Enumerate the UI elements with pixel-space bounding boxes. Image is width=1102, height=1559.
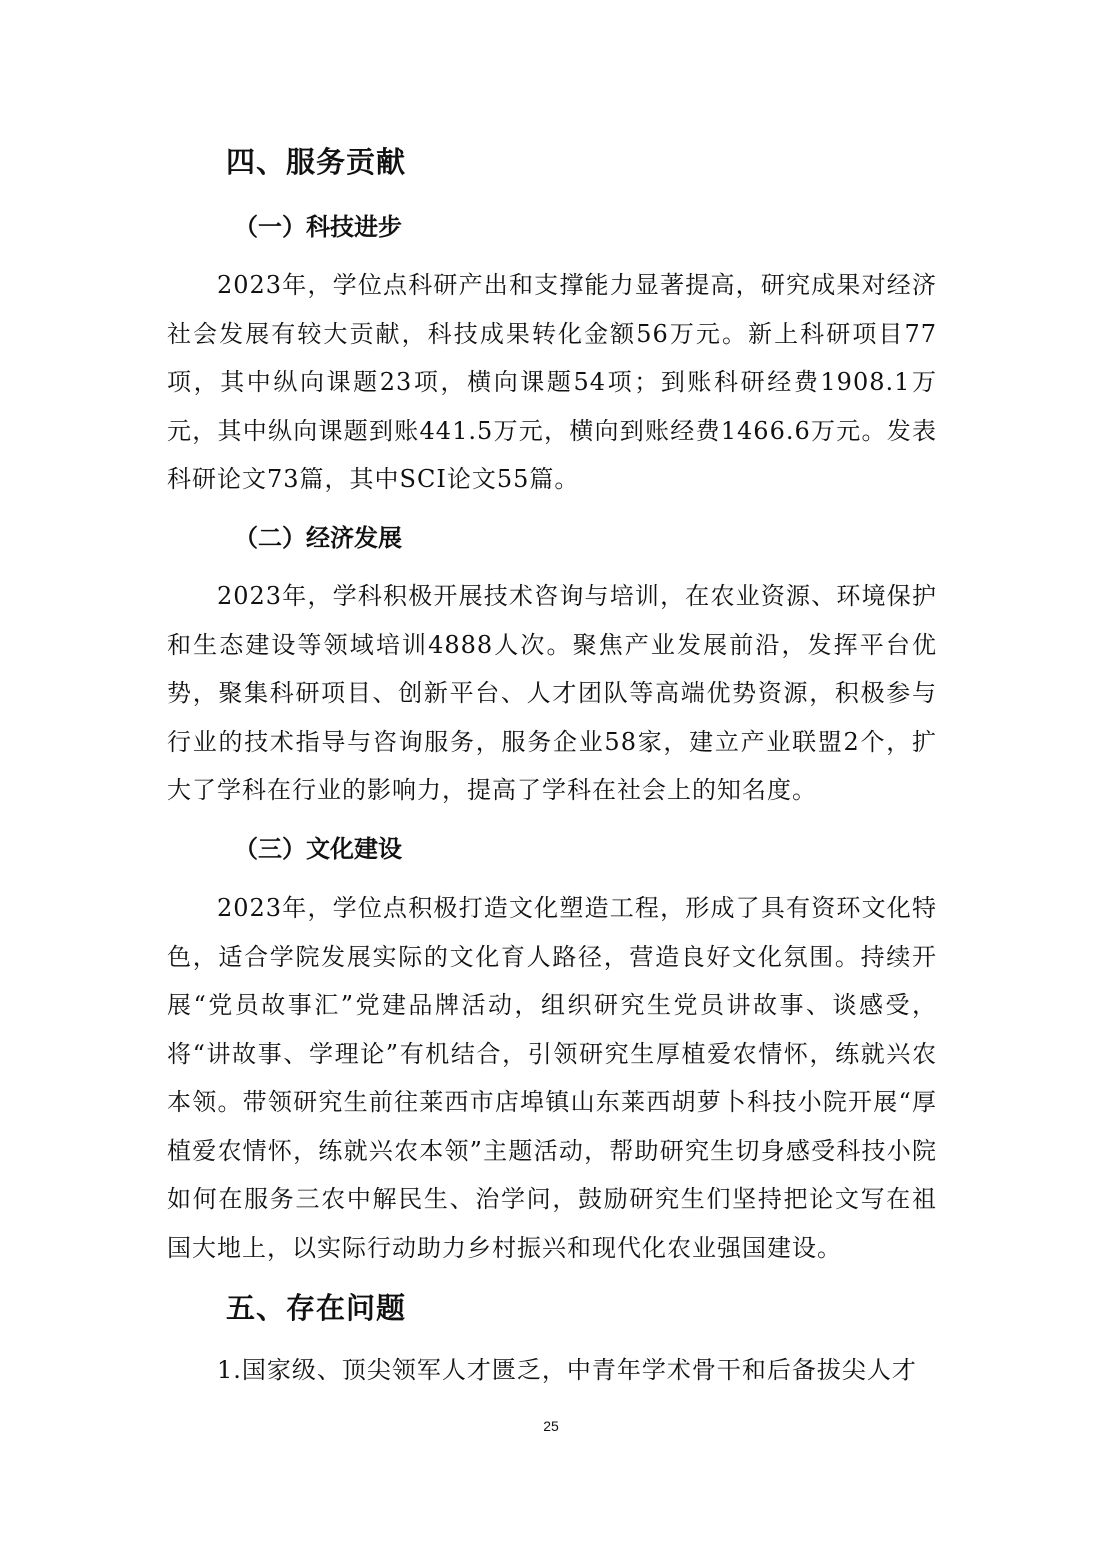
section-heading-existing-problems: 五、存在问题 [226, 1291, 407, 1325]
page-number: 25 [543, 1418, 559, 1434]
section-heading-service-contribution: 四、服务贡献 [226, 145, 407, 179]
subsection-heading-tech-progress: （一）科技进步 [234, 213, 402, 241]
subsection-heading-economic-development: （二）经济发展 [234, 524, 402, 552]
problem-item-1: 1.国家级、顶尖领军人才匮乏，中青年学术骨干和后备拔尖人才 [217, 1356, 917, 1384]
subsection-heading-culture-construction: （三）文化建设 [234, 835, 402, 863]
paragraph-tech-progress: 2023年，学位点科研产出和支撑能力显著提高，研究成果对经济社会发展有较大贡献，科技成果转化金额56万元。新上科研项目77项，其中纵向课题23项，横向课题54项；到账科研经费1908.1万元，其中纵向课题到账441.5万元，横向到账经费1466.6万元。发表科研论文73篇，其中SCI论文55篇。 [167, 271, 937, 493]
paragraph-economic-development: 2023年，学科积极开展技术咨询与培训，在农业资源、环境保护和生态建设等领域培训4888人次。聚焦产业发展前沿，发挥平台优势，聚集科研项目、创新平台、人才团队等高端优势资源，积极参与行业的技术指导与咨询服务，服务企业58家，建立产业联盟2个，扩大了学科在行业的影响力，提高了学科在社会上的知名度。 [167, 582, 937, 804]
paragraph-culture-construction: 2023年，学位点积极打造文化塑造工程，形成了具有资环文化特色，适合学院发展实际的文化育人路径，营造良好文化氛围。持续开展“党员故事汇”党建品牌活动，组织研究生党员讲故事、谈感受，将“讲故事、学理论”有机结合，引领研究生厚植爱农情怀，练就兴农本领。带领研究生前往莱西市店埠镇山东莱西胡萝卜科技小院开展“厚植爱农情怀，练就兴农本领”主题活动，帮助研究生切身感受科技小院如何在服务三农中解民生、治学问，鼓励研究生们坚持把论文写在祖国大地上，以实际行动助力乡村振兴和现代化农业强国建设。 [167, 894, 937, 1262]
